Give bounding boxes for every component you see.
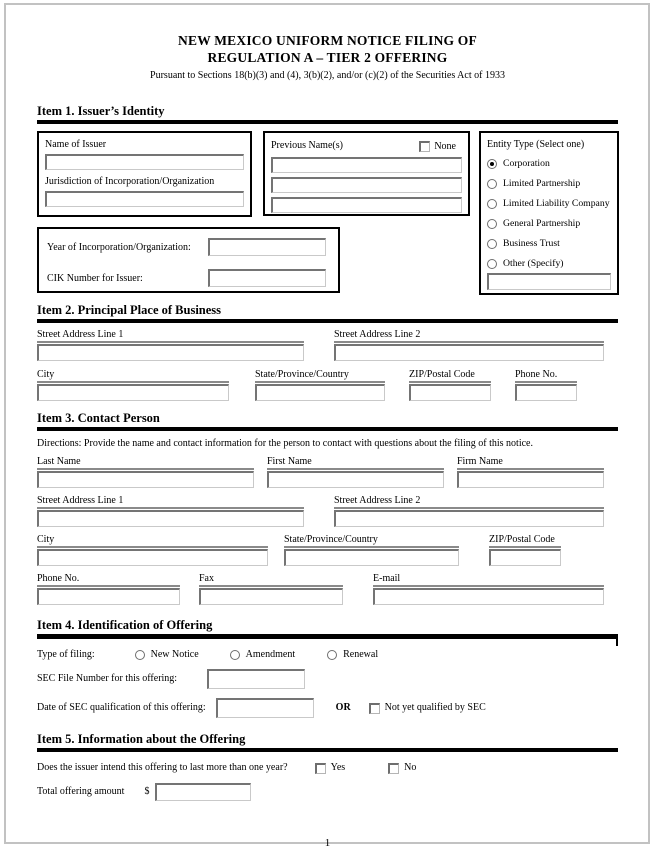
contact-last-name-input[interactable] — [37, 471, 254, 488]
total-offering-label: Total offering amount — [37, 786, 125, 797]
sec-qualification-row — [37, 698, 618, 718]
dollar-sign: $ — [144, 786, 150, 797]
business-zip-input[interactable] — [409, 384, 491, 401]
field-city — [37, 368, 229, 401]
contact-state-input[interactable] — [284, 549, 459, 566]
entity-option-general-partnership[interactable] — [487, 217, 611, 230]
sec-file-number-input[interactable] — [207, 669, 305, 689]
field-state — [284, 533, 459, 566]
item5-heading: Item 5. Information about the Offering — [37, 732, 246, 746]
field-city — [37, 533, 268, 566]
item3-address-row — [37, 494, 618, 527]
field-zip — [409, 368, 491, 401]
cik-number-label: CIK Number for Issuer: — [47, 272, 143, 284]
item2-address-row — [37, 328, 618, 361]
zip-label: ZIP/Postal Code — [489, 533, 561, 548]
item1-heading: Item 1. Issuer’s Identity — [37, 104, 165, 118]
street1-label: Street Address Line 1 — [37, 328, 304, 343]
zip-label: ZIP/Postal Code — [409, 368, 491, 383]
contact-firm-name-input[interactable] — [457, 471, 604, 488]
item3-phone-row — [37, 572, 618, 605]
entity-option-limited-partnership[interactable] — [487, 177, 611, 190]
type-of-filing-row — [37, 648, 618, 662]
or-label: OR — [335, 702, 351, 713]
item3-city-row — [37, 533, 618, 566]
radio-general-partnership[interactable] — [487, 219, 497, 229]
contact-fax-input[interactable] — [199, 588, 343, 605]
entity-option-label: General Partnership — [503, 218, 581, 229]
form-title-line2: REGULATION A – TIER 2 OFFERING — [207, 50, 448, 65]
year-cik-box — [37, 227, 340, 293]
entity-option-corporation[interactable] — [487, 157, 611, 170]
type-of-filing-label: Type of filing: — [37, 649, 95, 660]
business-city-input[interactable] — [37, 384, 229, 401]
cik-number-input[interactable] — [208, 269, 326, 287]
previous-names-label: Previous Name(s) — [271, 139, 343, 151]
item2-city-row — [37, 368, 618, 401]
field-zip — [489, 533, 561, 566]
contact-street2-input[interactable] — [334, 510, 604, 527]
no-label: No — [404, 762, 417, 773]
entity-option-label: Other (Specify) — [503, 258, 564, 269]
fax-label: Fax — [199, 572, 343, 587]
street2-label: Street Address Line 2 — [334, 328, 604, 343]
field-street2 — [334, 494, 604, 527]
radio-business-trust[interactable] — [487, 239, 497, 249]
total-offering-amount-input[interactable] — [155, 783, 251, 801]
rule-end-tick — [616, 639, 618, 646]
previous-name-3-input[interactable] — [271, 197, 462, 213]
date-of-qualification-label: Date of SEC qualification of this offering: — [37, 702, 206, 713]
business-phone-input[interactable] — [515, 384, 577, 401]
not-yet-qualified-label: Not yet qualified by SEC — [384, 702, 486, 713]
business-street2-input[interactable] — [334, 344, 604, 361]
item3-rule — [37, 427, 618, 431]
issuer-name-box — [37, 131, 252, 217]
phone-label: Phone No. — [515, 368, 577, 383]
city-label: City — [37, 368, 229, 383]
field-state — [255, 368, 385, 401]
yes-label: Yes — [330, 762, 346, 773]
qualification-date-input[interactable] — [216, 698, 314, 718]
contact-city-input[interactable] — [37, 549, 268, 566]
radio-corporation[interactable] — [487, 159, 497, 169]
field-firm-name — [457, 455, 604, 488]
item3-directions: Directions: Provide the name and contact information for the person to contact with questions about the filing of this notice. — [37, 438, 533, 449]
entity-option-llc[interactable] — [487, 197, 611, 210]
business-state-input[interactable] — [255, 384, 385, 401]
business-street1-input[interactable] — [37, 344, 304, 361]
state-label: State/Province/Country — [255, 368, 385, 383]
entity-option-label: Limited Partnership — [503, 178, 581, 189]
none-label: None — [434, 141, 456, 152]
jurisdiction-label: Jurisdiction of Incorporation/Organization — [45, 176, 215, 187]
offering-duration-question: Does the issuer intend this offering to last more than one year? — [37, 762, 288, 773]
street1-label: Street Address Line 1 — [37, 494, 304, 509]
item3-name-row — [37, 455, 618, 488]
entity-option-label: Limited Liability Company — [503, 198, 610, 209]
not-yet-qualified-checkbox[interactable] — [369, 703, 380, 714]
contact-email-input[interactable] — [373, 588, 604, 605]
item2-rule — [37, 319, 618, 323]
state-label: State/Province/Country — [284, 533, 459, 548]
no-checkbox[interactable] — [388, 763, 399, 774]
form-page — [4, 3, 650, 849]
field-street2 — [334, 328, 604, 361]
radio-renewal[interactable] — [327, 650, 337, 660]
item5-rule — [37, 748, 618, 752]
first-name-label: First Name — [267, 455, 444, 470]
city-label: City — [37, 533, 268, 548]
street2-label: Street Address Line 2 — [334, 494, 604, 509]
entity-option-other[interactable] — [487, 257, 611, 270]
name-of-issuer-input[interactable] — [45, 154, 244, 170]
email-label: E-mail — [373, 572, 604, 587]
contact-zip-input[interactable] — [489, 549, 561, 566]
form-subtitle: Pursuant to Sections 18(b)(3) and (4), 3(b)(2), and/or (c)(2) of the Securities Act of 1933 — [150, 70, 505, 81]
item1-section — [37, 131, 618, 295]
radio-new-notice[interactable] — [135, 650, 145, 660]
field-street1 — [37, 328, 304, 361]
field-street1 — [37, 494, 304, 527]
name-of-issuer-label: Name of Issuer — [45, 139, 107, 150]
yes-checkbox[interactable] — [315, 763, 326, 774]
radio-limited-partnership[interactable] — [487, 179, 497, 189]
sec-file-number-label: SEC File Number for this offering: — [37, 673, 178, 684]
radio-other[interactable] — [487, 259, 497, 269]
contact-street1-input[interactable] — [37, 510, 304, 527]
item4-rule — [37, 634, 618, 639]
field-phone — [515, 368, 577, 401]
entity-type-box — [479, 131, 619, 295]
offering-duration-row — [37, 761, 618, 775]
entity-option-label: Corporation — [503, 158, 550, 169]
form-title-line1: NEW MEXICO UNIFORM NOTICE FILING OF — [178, 33, 477, 48]
item3-heading: Item 3. Contact Person — [37, 411, 160, 425]
item1-rule — [37, 120, 618, 124]
field-last-name — [37, 455, 254, 488]
last-name-label: Last Name — [37, 455, 254, 470]
year-of-incorporation-input[interactable] — [208, 238, 326, 256]
entity-type-label: Entity Type (Select one) — [487, 139, 585, 150]
entity-other-specify-input[interactable] — [487, 273, 611, 290]
previous-name-1-input[interactable] — [271, 157, 462, 173]
field-first-name — [267, 455, 444, 488]
contact-phone-input[interactable] — [37, 588, 180, 605]
jurisdiction-input[interactable] — [45, 191, 244, 207]
entity-option-business-trust[interactable] — [487, 237, 611, 250]
radio-llc[interactable] — [487, 199, 497, 209]
radio-amendment[interactable] — [230, 650, 240, 660]
firm-name-label: Firm Name — [457, 455, 604, 470]
amendment-label: Amendment — [245, 649, 296, 660]
contact-first-name-input[interactable] — [267, 471, 444, 488]
item4-heading: Item 4. Identification of Offering — [37, 618, 213, 632]
sec-file-number-row — [37, 669, 618, 689]
previous-names-box — [263, 131, 470, 216]
item2-heading: Item 2. Principal Place of Business — [37, 303, 222, 317]
total-offering-row — [37, 783, 618, 801]
new-notice-label: New Notice — [150, 649, 199, 660]
phone-label: Phone No. — [37, 572, 180, 587]
renewal-label: Renewal — [343, 649, 379, 660]
entity-option-label: Business Trust — [503, 238, 560, 249]
field-fax — [199, 572, 343, 605]
year-of-incorporation-label: Year of Incorporation/Organization: — [47, 241, 191, 253]
page-number: 1 — [324, 837, 331, 849]
field-email — [373, 572, 604, 605]
previous-name-2-input[interactable] — [271, 177, 462, 193]
field-phone — [37, 572, 180, 605]
none-checkbox[interactable] — [419, 141, 430, 152]
